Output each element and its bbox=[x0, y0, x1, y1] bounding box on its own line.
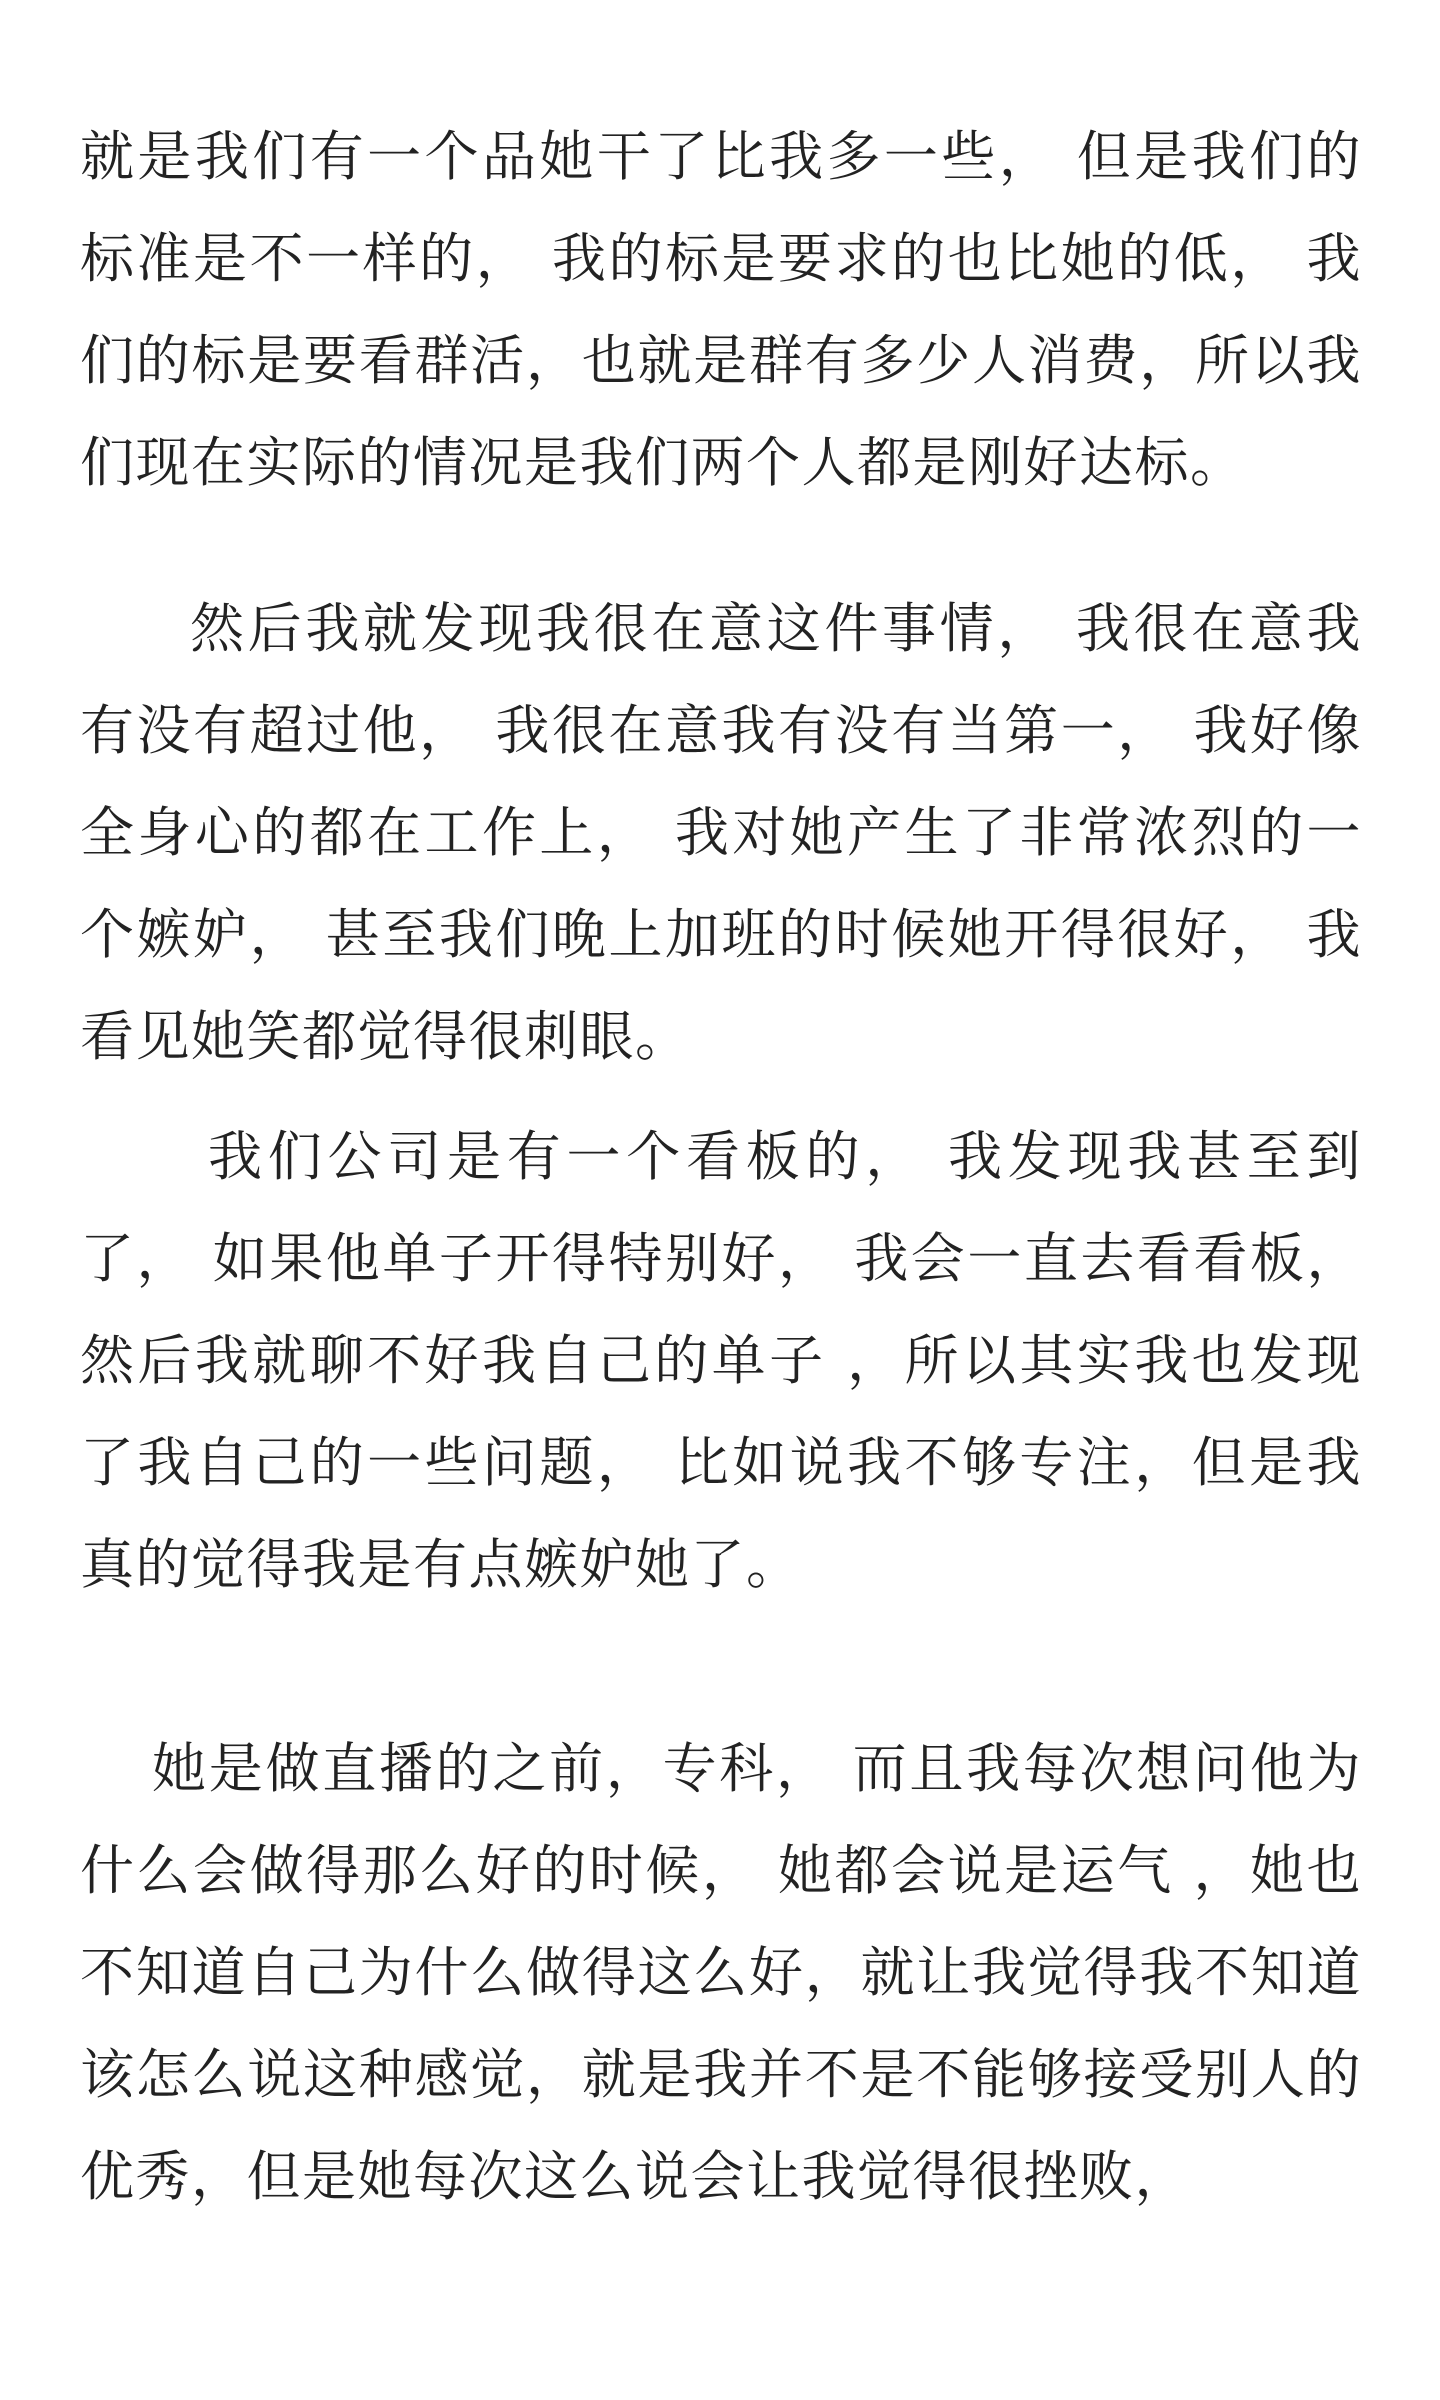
paragraph-2: 然后我就发现我很在意这件事情， 我很在意我有没有超过他， 我很在意我有没有当第一， 我好像全身心的都在工作上， 我对她产生了非常浓烈的一个嫉妒， 甚至我们晚上加班的时候她开得很好， 我看见她笑都觉得很刺眼。 bbox=[80, 597, 1362, 1068]
paragraph-1: 就是我们有一个品她干了比我多一些， 但是我们的标准是不一样的， 我的标是要求的也比她的低， 我们的标是要看群活，也就是群有多少人消费，所以我们现在实际的情况是我们两个人都是刚好达标。 bbox=[80, 125, 1362, 494]
paragraph-3: 我们公司是有一个看板的， 我发现我甚至到了， 如果他单子开得特别好， 我会一直去看看板， 然后我就聊不好我自己的单子 ，所以其实我也发现了我自己的一些问题， 比如说我不够专注，但是我真的觉得我是有点嫉妒她了。 bbox=[80, 1125, 1362, 1596]
paragraph-4: 她是做直播的之前，专科， 而且我每次想问他为什么会做得那么好的时候， 她都会说是运气 ，她也不知道自己为什么做得这么好，就让我觉得我不知道该怎么说这种感觉，就是我并不是不能够接受别人的优秀，但是她每次这么说会让我觉得很挫败， bbox=[80, 1737, 1362, 2208]
